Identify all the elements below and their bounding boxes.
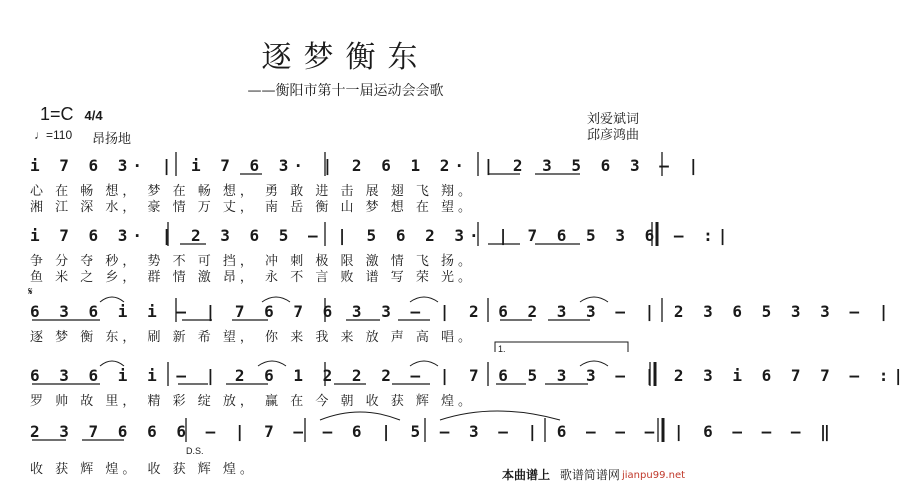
lyrics-line-2-verse-1: 争 分 夺 秒， 势 不 可 挡， 冲 刺 极 限 激 情 飞 扬。 [30, 254, 475, 269]
segno-mark: 𝄋 [28, 286, 33, 298]
composer-credit: 邱彦鸿曲 [586, 128, 639, 143]
footer-attribution [502, 466, 620, 483]
key-label: 1=C [40, 104, 74, 124]
lyrics-line-2-verse-2: 鱼 米 之 乡， 群 情 激 昂， 永 不 言 败 谱 写 荣 光。 [30, 270, 475, 285]
song-subtitle: ——衡阳市第十一届运动会会歌 [247, 83, 444, 99]
lyricist-credit: 刘爱斌词 [586, 112, 639, 127]
notes-line-3: 6 3 6 i i – | 7 6 7 6 3 3 – | 2 6 2 3 3 – | 2 3 6 5 3 3 – | [30, 302, 894, 321]
footer-source-label: 本曲谱上 [502, 468, 551, 482]
lyrics-line-1-verse-2: 湘 江 深 水， 豪 情 万 丈， 南 岳 衡 山 梦 想 在 望。 [30, 200, 475, 215]
ds-mark: D.S. [186, 446, 204, 456]
lyrics-line-5: 收 获 辉 煌。 收 获 辉 煌。 [30, 462, 257, 477]
footer-site-name: 歌谱简谱网 [559, 468, 620, 482]
lyrics-line-3: 逐 梦 衡 东， 刷 新 希 望， 你 来 我 来 放 声 高 唱。 [30, 330, 475, 345]
notes-line-5: 2 3 7 6 6 6 – | 7 – – 6 | 5 – 3 – | 6 – – – | 6 – – – ‖ [30, 422, 835, 441]
notes-line-4: 6 3 6 i i – | 2 6 1 2 2 2 – | 7 6 5 3 3 – | 2 3 i 6 7 7 – :| [30, 366, 908, 385]
expression-mark: 昂扬地 [92, 131, 132, 146]
notes-line-2: i 7 6 3· | 2 3 6 5 – | 5 6 2 3· | 7 6 5 3 6 – :| [30, 226, 733, 245]
time-signature: 4/4 [84, 108, 103, 123]
tie [440, 411, 560, 420]
lyrics-line-4: 罗 帅 故 里， 精 彩 绽 放， 赢 在 今 朝 收 获 辉 煌。 [30, 394, 475, 409]
key-signature [40, 104, 103, 125]
lyrics-line-1-verse-1: 心 在 畅 想， 梦 在 畅 想， 勇 敢 进 击 展 翅 飞 翔。 [30, 184, 475, 199]
watermark-url: jianpu99.net [622, 470, 686, 481]
notes-line-1: i 7 6 3· | i 7 6 3· | 2 6 1 2· | 2 3 5 6 3 – | [30, 156, 704, 175]
tempo-mark: ♩=110 [34, 128, 73, 142]
song-title: 逐梦衡东 [261, 40, 430, 75]
tie [320, 412, 400, 420]
volta-bracket [495, 342, 628, 352]
volta-label: 1. [498, 344, 506, 354]
